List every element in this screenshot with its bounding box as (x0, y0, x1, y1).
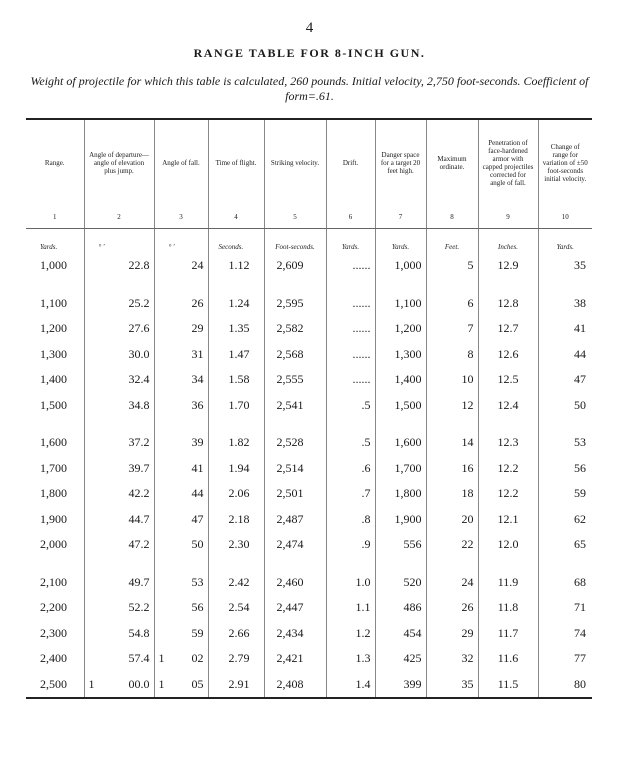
striking-velocity-cell: 2,514 (264, 456, 326, 482)
angle-fall-cell (154, 253, 208, 279)
spacer-cell (326, 558, 375, 570)
time-of-flight-cell: 2.18 (208, 507, 264, 533)
striking-velocity-cell: 2,568 (264, 342, 326, 368)
column-number: 6 (326, 206, 375, 229)
angle-departure-cell (84, 253, 154, 279)
spacer-cell (426, 558, 478, 570)
angle-minutes: 52.2 (128, 600, 150, 615)
maximum-ordinate-cell: 12 (426, 393, 478, 419)
striking-velocity-cell: 2,555 (264, 367, 326, 393)
units-row (26, 229, 592, 254)
penetration-cell: 12.2 (478, 481, 538, 507)
unit-label: Foot-seconds. (264, 229, 326, 254)
range-change-cell: 44 (538, 342, 592, 368)
column-header: Penetration of face-hardened armor with capped projectiles corrected for angle of fall. (478, 119, 538, 206)
angle-minutes: 53 (191, 574, 204, 589)
time-of-flight-cell: 1.47 (208, 342, 264, 368)
group-spacer (26, 558, 592, 570)
angle-departure-cell (84, 342, 154, 368)
maximum-ordinate-cell: 14 (426, 430, 478, 456)
time-of-flight-cell: 1.82 (208, 430, 264, 456)
range-change-cell: 74 (538, 621, 592, 647)
time-of-flight-cell: 2.30 (208, 532, 264, 558)
table-row (26, 291, 592, 317)
spacer-cell (154, 279, 208, 291)
danger-space-cell: 1,100 (375, 291, 426, 317)
range-change-cell: 65 (538, 532, 592, 558)
danger-space-cell: 1,300 (375, 342, 426, 368)
spacer-cell (478, 279, 538, 291)
penetration-cell: 12.8 (478, 291, 538, 317)
penetration-cell: 12.1 (478, 507, 538, 533)
danger-space-cell: 425 (375, 646, 426, 672)
angle-fall-cell (154, 367, 208, 393)
drift-cell: ...... (326, 316, 375, 342)
column-number: 10 (538, 206, 592, 229)
time-of-flight-cell: 2.66 (208, 621, 264, 647)
angle-departure-cell (84, 367, 154, 393)
table-row (26, 672, 592, 699)
spacer-cell (264, 279, 326, 291)
drift-cell: ...... (326, 291, 375, 317)
column-number-row (26, 206, 592, 229)
table-row (26, 621, 592, 647)
unit-label: Yards. (538, 229, 592, 254)
angle-fall-cell (154, 621, 208, 647)
unit-label: ° ′ (84, 229, 154, 254)
spacer-cell (426, 418, 478, 430)
spacer-cell (538, 418, 592, 430)
penetration-cell: 12.4 (478, 393, 538, 419)
range-cell: 1,700 (40, 460, 67, 475)
range-cell: 2,100 (40, 574, 67, 589)
angle-departure-cell (84, 646, 154, 672)
angle-minutes: 44.7 (128, 511, 150, 526)
range-change-cell: 68 (538, 570, 592, 596)
column-number: 7 (375, 206, 426, 229)
angle-minutes: 34.8 (128, 397, 150, 412)
angle-fall-cell (154, 456, 208, 482)
drift-cell: 1.4 (326, 672, 375, 699)
spacer-cell (478, 558, 538, 570)
unit-label: Inches. (478, 229, 538, 254)
range-cell: 2,300 (40, 625, 67, 640)
spacer-cell (84, 558, 154, 570)
time-of-flight-cell: 2.79 (208, 646, 264, 672)
column-number: 4 (208, 206, 264, 229)
penetration-cell: 12.5 (478, 367, 538, 393)
unit-label: Yards. (326, 229, 375, 254)
penetration-cell: 12.9 (478, 253, 538, 279)
angle-minutes: 05 (191, 676, 204, 691)
angle-fall-cell (154, 595, 208, 621)
spacer-cell (154, 558, 208, 570)
drift-cell: .8 (326, 507, 375, 533)
spacer-cell (478, 418, 538, 430)
column-header: Time of flight. (208, 119, 264, 206)
angle-departure-cell (84, 621, 154, 647)
range-cell: 1,400 (40, 372, 67, 387)
table-row (26, 646, 592, 672)
range-table (26, 118, 592, 699)
angle-minutes: 39 (191, 435, 204, 450)
danger-space-cell: 520 (375, 570, 426, 596)
range-cell: 2,200 (40, 600, 67, 615)
spacer-cell (154, 418, 208, 430)
danger-space-cell: 1,500 (375, 393, 426, 419)
danger-space-cell: 1,000 (375, 253, 426, 279)
striking-velocity-cell: 2,434 (264, 621, 326, 647)
range-cell: 1,100 (40, 295, 67, 310)
striking-velocity-cell: 2,474 (264, 532, 326, 558)
penetration-cell: 12.0 (478, 532, 538, 558)
time-of-flight-cell: 1.35 (208, 316, 264, 342)
striking-velocity-cell: 2,421 (264, 646, 326, 672)
danger-space-cell: 454 (375, 621, 426, 647)
time-of-flight-cell: 1.94 (208, 456, 264, 482)
time-of-flight-cell: 1.58 (208, 367, 264, 393)
spacer-cell (426, 279, 478, 291)
angle-fall-cell (154, 570, 208, 596)
angle-minutes: 24 (191, 258, 204, 273)
striking-velocity-cell: 2,595 (264, 291, 326, 317)
angle-minutes: 26 (191, 295, 204, 310)
time-of-flight-cell: 2.06 (208, 481, 264, 507)
angle-minutes: 02 (191, 651, 204, 666)
danger-space-cell: 486 (375, 595, 426, 621)
range-change-cell: 41 (538, 316, 592, 342)
range-change-cell: 35 (538, 253, 592, 279)
angle-minutes: 47.2 (128, 537, 150, 552)
column-number: 5 (264, 206, 326, 229)
range-cell: 1,500 (40, 397, 67, 412)
column-number: 8 (426, 206, 478, 229)
drift-cell: .5 (326, 393, 375, 419)
range-change-cell: 56 (538, 456, 592, 482)
table-row (26, 595, 592, 621)
column-header: Change of range for variation of ±50 foot-seconds initial velocity. (538, 119, 592, 206)
angle-minutes: 56 (191, 600, 204, 615)
angle-departure-cell (84, 672, 154, 699)
striking-velocity-cell: 2,501 (264, 481, 326, 507)
page-subtitle: Weight of projectile for which this table is calculated, 260 pounds. Initial velocity, 2,750 foot-seconds. Coefficient of form=.61. (30, 74, 589, 103)
maximum-ordinate-cell: 7 (426, 316, 478, 342)
unit-label: Yards. (40, 243, 58, 251)
table-row (26, 481, 592, 507)
angle-departure-cell (84, 316, 154, 342)
maximum-ordinate-cell: 20 (426, 507, 478, 533)
maximum-ordinate-cell: 26 (426, 595, 478, 621)
range-change-cell: 77 (538, 646, 592, 672)
range-change-cell: 38 (538, 291, 592, 317)
angle-minutes: 57.4 (128, 651, 150, 666)
time-of-flight-cell: 2.42 (208, 570, 264, 596)
drift-cell: .5 (326, 430, 375, 456)
table-row (26, 253, 592, 279)
drift-cell: 1.0 (326, 570, 375, 596)
striking-velocity-cell: 2,487 (264, 507, 326, 533)
angle-minutes: 34 (191, 372, 204, 387)
column-number: 3 (154, 206, 208, 229)
penetration-cell: 11.8 (478, 595, 538, 621)
drift-cell: .6 (326, 456, 375, 482)
column-header: Maximum ordinate. (426, 119, 478, 206)
angle-minutes: 44 (191, 486, 204, 501)
spacer-cell (26, 558, 84, 570)
maximum-ordinate-cell: 5 (426, 253, 478, 279)
table-row (26, 367, 592, 393)
column-number: 1 (26, 206, 84, 229)
range-cell: 1,600 (40, 435, 67, 450)
spacer-cell (375, 279, 426, 291)
angle-minutes: 54.8 (128, 625, 150, 640)
penetration-cell: 12.3 (478, 430, 538, 456)
header-row (26, 119, 592, 206)
angle-minutes: 32.4 (128, 372, 150, 387)
drift-cell: ...... (326, 253, 375, 279)
spacer-cell (84, 418, 154, 430)
danger-space-cell: 1,900 (375, 507, 426, 533)
angle-departure-cell (84, 595, 154, 621)
range-change-cell: 53 (538, 430, 592, 456)
angle-fall-cell (154, 316, 208, 342)
range-change-cell: 62 (538, 507, 592, 533)
drift-cell: ...... (326, 367, 375, 393)
column-number: 2 (84, 206, 154, 229)
angle-minutes: 49.7 (128, 574, 150, 589)
striking-velocity-cell: 2,408 (264, 672, 326, 699)
penetration-cell: 11.6 (478, 646, 538, 672)
angle-departure-cell (84, 430, 154, 456)
angle-minutes: 27.6 (128, 321, 150, 336)
spacer-cell (208, 558, 264, 570)
angle-departure-cell (84, 456, 154, 482)
column-header: Angle of fall. (154, 119, 208, 206)
maximum-ordinate-cell: 6 (426, 291, 478, 317)
angle-fall-cell (154, 646, 208, 672)
spacer-cell (375, 418, 426, 430)
time-of-flight-cell: 1.70 (208, 393, 264, 419)
drift-cell: 1.2 (326, 621, 375, 647)
range-change-cell: 80 (538, 672, 592, 699)
striking-velocity-cell: 2,609 (264, 253, 326, 279)
spacer-cell (264, 558, 326, 570)
danger-space-cell: 1,800 (375, 481, 426, 507)
group-spacer (26, 279, 592, 291)
angle-minutes: 29 (191, 321, 204, 336)
page-number: 4 (305, 20, 314, 36)
danger-space-cell: 556 (375, 532, 426, 558)
angle-fall-cell (154, 481, 208, 507)
penetration-cell: 12.6 (478, 342, 538, 368)
range-cell: 1,000 (40, 258, 67, 273)
penetration-cell: 12.2 (478, 456, 538, 482)
angle-fall-cell (154, 532, 208, 558)
angle-minutes: 37.2 (128, 435, 150, 450)
maximum-ordinate-cell: 18 (426, 481, 478, 507)
penetration-cell: 11.5 (478, 672, 538, 699)
striking-velocity-cell: 2,582 (264, 316, 326, 342)
angle-departure-cell (84, 507, 154, 533)
angle-fall-cell (154, 291, 208, 317)
column-header: Striking velocity. (264, 119, 326, 206)
group-spacer (26, 418, 592, 430)
angle-minutes: 22.8 (128, 258, 150, 273)
table-row (26, 430, 592, 456)
striking-velocity-cell: 2,541 (264, 393, 326, 419)
range-cell: 2,000 (40, 537, 67, 552)
spacer-cell (208, 279, 264, 291)
danger-space-cell: 1,200 (375, 316, 426, 342)
maximum-ordinate-cell: 32 (426, 646, 478, 672)
angle-departure-cell (84, 291, 154, 317)
unit-label: Feet. (426, 229, 478, 254)
column-header: Danger space for a target 20 feet high. (375, 119, 426, 206)
table-row (26, 393, 592, 419)
spacer-cell (375, 558, 426, 570)
danger-space-cell: 399 (375, 672, 426, 699)
spacer-cell (84, 279, 154, 291)
angle-degrees: 1 (88, 676, 95, 691)
range-cell: 2,400 (40, 651, 67, 666)
range-change-cell: 47 (538, 367, 592, 393)
penetration-cell: 11.7 (478, 621, 538, 647)
angle-fall-cell (154, 672, 208, 699)
range-change-cell: 71 (538, 595, 592, 621)
unit-label: Seconds. (208, 229, 264, 254)
spacer-cell (208, 418, 264, 430)
unit-label: ° ′ (154, 229, 208, 254)
maximum-ordinate-cell: 16 (426, 456, 478, 482)
angle-minutes: 50 (191, 537, 204, 552)
striking-velocity-cell: 2,528 (264, 430, 326, 456)
striking-velocity-cell: 2,460 (264, 570, 326, 596)
time-of-flight-cell: 1.24 (208, 291, 264, 317)
column-header: Drift. (326, 119, 375, 206)
angle-minutes: 00.0 (128, 676, 150, 691)
maximum-ordinate-cell: 8 (426, 342, 478, 368)
drift-cell: .7 (326, 481, 375, 507)
angle-departure-cell (84, 481, 154, 507)
spacer-cell (264, 418, 326, 430)
table-body (26, 229, 592, 699)
angle-departure-cell (84, 570, 154, 596)
time-of-flight-cell: 2.54 (208, 595, 264, 621)
angle-degrees: 1 (158, 651, 165, 666)
maximum-ordinate-cell: 22 (426, 532, 478, 558)
angle-fall-cell (154, 430, 208, 456)
time-of-flight-cell: 2.91 (208, 672, 264, 699)
column-number: 9 (478, 206, 538, 229)
angle-fall-cell (154, 393, 208, 419)
angle-departure-cell (84, 393, 154, 419)
angle-minutes: 47 (191, 511, 204, 526)
angle-degrees: 1 (158, 676, 165, 691)
range-cell: 2,500 (40, 676, 67, 691)
unit-label: Yards. (375, 229, 426, 254)
angle-fall-cell (154, 342, 208, 368)
range-cell: 1,200 (40, 321, 67, 336)
spacer-cell (538, 279, 592, 291)
striking-velocity-cell: 2,447 (264, 595, 326, 621)
spacer-cell (26, 418, 84, 430)
drift-cell: 1.1 (326, 595, 375, 621)
angle-minutes: 31 (191, 346, 204, 361)
danger-space-cell: 1,600 (375, 430, 426, 456)
column-header: Angle of departure—angle of elevation plus jump. (84, 119, 154, 206)
spacer-cell (26, 279, 84, 291)
penetration-cell: 11.9 (478, 570, 538, 596)
range-cell: 1,800 (40, 486, 67, 501)
maximum-ordinate-cell: 29 (426, 621, 478, 647)
angle-minutes: 36 (191, 397, 204, 412)
drift-cell: .9 (326, 532, 375, 558)
table-row (26, 507, 592, 533)
time-of-flight-cell: 1.12 (208, 253, 264, 279)
table-row (26, 342, 592, 368)
penetration-cell: 12.7 (478, 316, 538, 342)
angle-departure-cell (84, 532, 154, 558)
angle-minutes: 30.0 (128, 346, 150, 361)
table-row (26, 532, 592, 558)
column-header: Range. (44, 159, 65, 167)
danger-space-cell: 1,400 (375, 367, 426, 393)
danger-space-cell: 1,700 (375, 456, 426, 482)
maximum-ordinate-cell: 24 (426, 570, 478, 596)
range-change-cell: 50 (538, 393, 592, 419)
maximum-ordinate-cell: 35 (426, 672, 478, 699)
spacer-cell (538, 558, 592, 570)
table-row (26, 570, 592, 596)
angle-minutes: 25.2 (128, 295, 150, 310)
range-change-cell: 59 (538, 481, 592, 507)
range-cell: 1,300 (40, 346, 67, 361)
table-row (26, 456, 592, 482)
angle-minutes: 41 (191, 460, 204, 475)
spacer-cell (326, 279, 375, 291)
page-title: RANGE TABLE FOR 8-INCH GUN. (193, 46, 426, 60)
angle-minutes: 39.7 (128, 460, 150, 475)
spacer-cell (326, 418, 375, 430)
angle-minutes: 42.2 (128, 486, 150, 501)
angle-fall-cell (154, 507, 208, 533)
angle-minutes: 59 (191, 625, 204, 640)
range-cell: 1,900 (40, 511, 67, 526)
drift-cell: 1.3 (326, 646, 375, 672)
drift-cell: ...... (326, 342, 375, 368)
table-row (26, 316, 592, 342)
maximum-ordinate-cell: 10 (426, 367, 478, 393)
